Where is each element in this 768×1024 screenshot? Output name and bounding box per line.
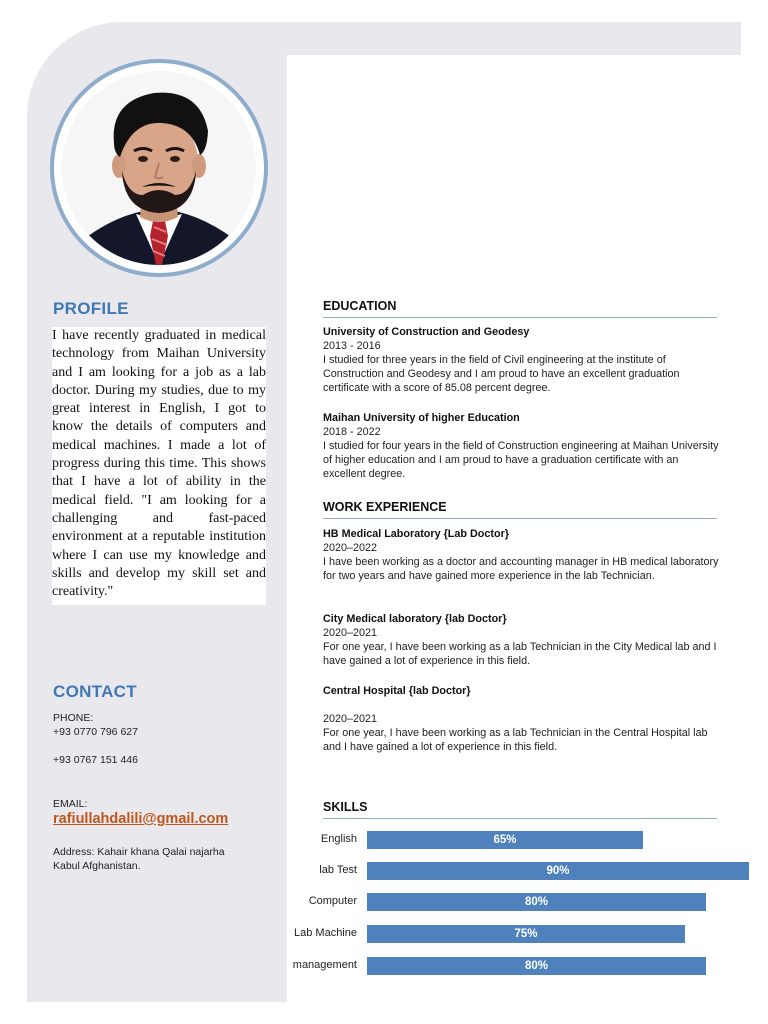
work-item-details	[323, 712, 723, 754]
education-description: I studied for three years in the field of Civil engineering at the institute of Construction and Geodesy and I am proud to have an excellent graduation certificate with a score of 85.08 percent degree.	[323, 354, 680, 394]
skill-bar: 80%	[367, 957, 706, 975]
phone-block	[53, 711, 138, 739]
skills-heading: SKILLS	[323, 800, 717, 819]
profile-heading: PROFILE	[53, 299, 129, 318]
address-line-2: Kabul Afghanistan.	[53, 860, 141, 872]
education-item	[323, 325, 723, 395]
address-block	[53, 845, 225, 873]
work-item	[323, 684, 723, 698]
education-heading: EDUCATION	[323, 299, 717, 318]
work-description: For one year, I have been working as a lab Technician in the City Medical lab and I have gained a lot of experience in this field.	[323, 641, 717, 667]
profile-summary: I have recently graduated in medical technology from Maihan University and I am looking for a job as a lab doctor. During my studies, due to my great interest in English, I got to know the details of computers and medical machines. I made a lot of progress during this time. This shows that I have a lot of ability in the medical field. "I am looking for a challenging and fast-paced environment at a reputable institution where I can use my knowledge and skills and develop my skill set and creativity."	[52, 327, 266, 605]
work-dates: 2020–2022	[323, 542, 378, 554]
skill-row	[270, 862, 760, 880]
skill-bar: 80%	[367, 893, 706, 911]
email-link[interactable]: rafiullahdalili@gmail.com	[53, 811, 229, 827]
education-title: Maihan University of higher Education	[323, 412, 520, 424]
skill-row	[270, 831, 760, 849]
skill-row	[270, 957, 760, 975]
education-dates: 2018 - 2022	[323, 426, 381, 438]
profile-photo-frame	[50, 59, 268, 277]
address-line-1: Address: Kahair khana Qalai najarha	[53, 846, 225, 858]
skill-label: management	[292, 959, 357, 971]
work-dates: 2020–2021	[323, 713, 378, 725]
phone-number-1: +93 0770 796 627	[53, 726, 138, 738]
work-title: Central Hospital {lab Doctor}	[323, 685, 471, 697]
profile-photo	[62, 71, 256, 265]
header-band	[200, 22, 741, 55]
work-dates: 2020–2021	[323, 627, 378, 639]
skill-row	[270, 925, 760, 943]
skill-bar: 75%	[367, 925, 685, 943]
education-title: University of Construction and Geodesy	[323, 326, 530, 338]
skill-row	[270, 893, 760, 911]
education-dates: 2013 - 2016	[323, 340, 381, 352]
work-item	[323, 612, 723, 668]
email-label: EMAIL:	[53, 798, 88, 810]
work-title: City Medical laboratory {lab Doctor}	[323, 613, 507, 625]
work-title: HB Medical Laboratory {Lab Doctor}	[323, 528, 509, 540]
skill-label: lab Test	[319, 864, 357, 876]
skill-bar: 65%	[367, 831, 643, 849]
phone-number-2: +93 0767 151 446	[53, 754, 138, 766]
education-item	[323, 411, 723, 481]
work-description: For one year, I have been working as a lab Technician in the Central Hospital lab and I have gained a lot of experience in this field.	[323, 727, 708, 753]
skill-label: Computer	[308, 895, 357, 907]
skill-bar: 90%	[367, 862, 749, 880]
skill-label: English	[320, 833, 357, 845]
work-item	[323, 527, 723, 583]
education-description: I studied for four years in the field of Construction engineering at Maihan University of higher education and I am proud to have a graduation certificate with an excellent degree.	[323, 440, 719, 480]
work-experience-heading: WORK EXPERIENCE	[323, 500, 717, 519]
person-portrait-icon	[62, 71, 256, 265]
contact-heading: CONTACT	[53, 682, 137, 701]
skill-label: Lab Machine	[294, 927, 357, 939]
phone-label: PHONE:	[53, 712, 94, 724]
work-description: I have been working as a doctor and accounting manager in HB medical laboratory for two years and have gained more experience in the lab Technician.	[323, 556, 719, 582]
